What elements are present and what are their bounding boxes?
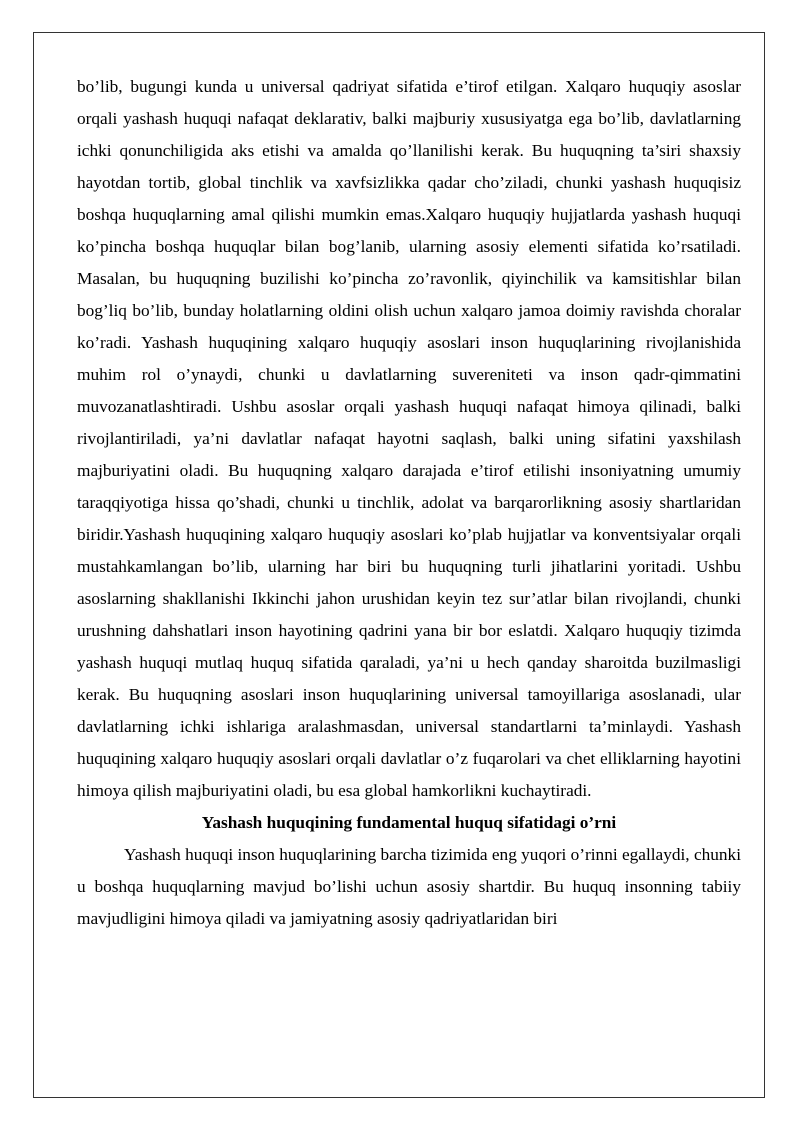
- body-paragraph: bo’lib, bugungi kunda u universal qadriyat sifatida e’tirof etilgan. Xalqaro huquqiy asoslar orqali yashash huquqi nafaqat deklarativ, balki majburiy xususiyatga ega bo’lib, davlatlarning ichki qonunchiligida aks etishi va amalda qo’llanilishi kerak. Bu huquqning ta’siri shaxsiy hayotdan tortib, global tinchlik va xavfsizlikka qadar cho’ziladi, chunki yashash huquqisiz boshqa huquqlarning amal qilishi mumkin emas.Xalqaro huquqiy hujjatlarda yashash huquqi ko’pincha boshqa huquqlar bilan bog’lanib, ularning asosiy elementi sifatida ko’rsatiladi. Masalan, bu huquqning buzilishi ko’pincha zo’ravonlik, qiyinchilik va kamsitishlar bilan bog’liq bo’lib, bunday holatlarning oldini olish uchun xalqaro jamoa doimiy ravishda choralar ko’radi. Yashash huquqining xalqaro huquqiy asoslari inson huquqlarining rivojlanishida muhim rol o’ynaydi, chunki u davlatlarning suvereniteti va inson qadr-qimmatini muvozanatlashtiradi. Ushbu asoslar orqali yashash huquqi nafaqat himoya qilinadi, balki rivojlantiriladi, ya’ni davlatlar nafaqat hayotni saqlash, balki uning sifatini yaxshilash majburiyatini oladi. Bu huquqning xalqaro darajada e’tirof etilishi insoniyatning umumiy taraqqiyotiga hissa qo’shadi, chunki u tinchlik, adolat va barqarorlikning asosiy shartlaridan biridir.Yashash huquqining xalqaro huquqiy asoslari ko’plab hujjatlar va konventsiyalar orqali mustahkamlangan bo’lib, ularning har biri bu huquqning turli jihatlarini yoritadi. Ushbu asoslarning shakllanishi Ikkinchi jahon urushidan keyin tez sur’atlar bilan rivojlandi, chunki urushning dahshatlari inson hayotining qadrini yana bir bor eslatdi. Xalqaro huquqiy tizimda yashash huquqi mutlaq huquq sifatida qaraladi, ya’ni u hech qanday sharoitda buzilmasligi kerak. Bu huquqning asoslari inson huquqlarining universal tamoyillariga asoslanadi, ular davlatlarning ichki ishlariga aralashmasdan, universal standartlarni ta’minlaydi. Yashash huquqining xalqaro huquqiy asoslari orqali davlatlar o’z fuqarolari va chet elliklarning hayotini himoya qilish majburiyatini oladi, bu esa global hamkorlikni kuchaytiradi.: [77, 77, 741, 800]
- document-body: [77, 71, 741, 935]
- section-heading: Yashash huquqining fundamental huquq sifatidagi o’rni: [201, 813, 617, 832]
- body-paragraph-indented: Yashash huquqi inson huquqlarining barcha tizimida eng yuqori o’rinni egallaydi, chunki u boshqa huquqlarning mavjud bo’lishi uchun asosiy shartdir. Bu huquq insonning tabiiy mavjudligini himoya qiladi va jamiyatning asosiy qadriyatlaridan biri: [77, 845, 741, 928]
